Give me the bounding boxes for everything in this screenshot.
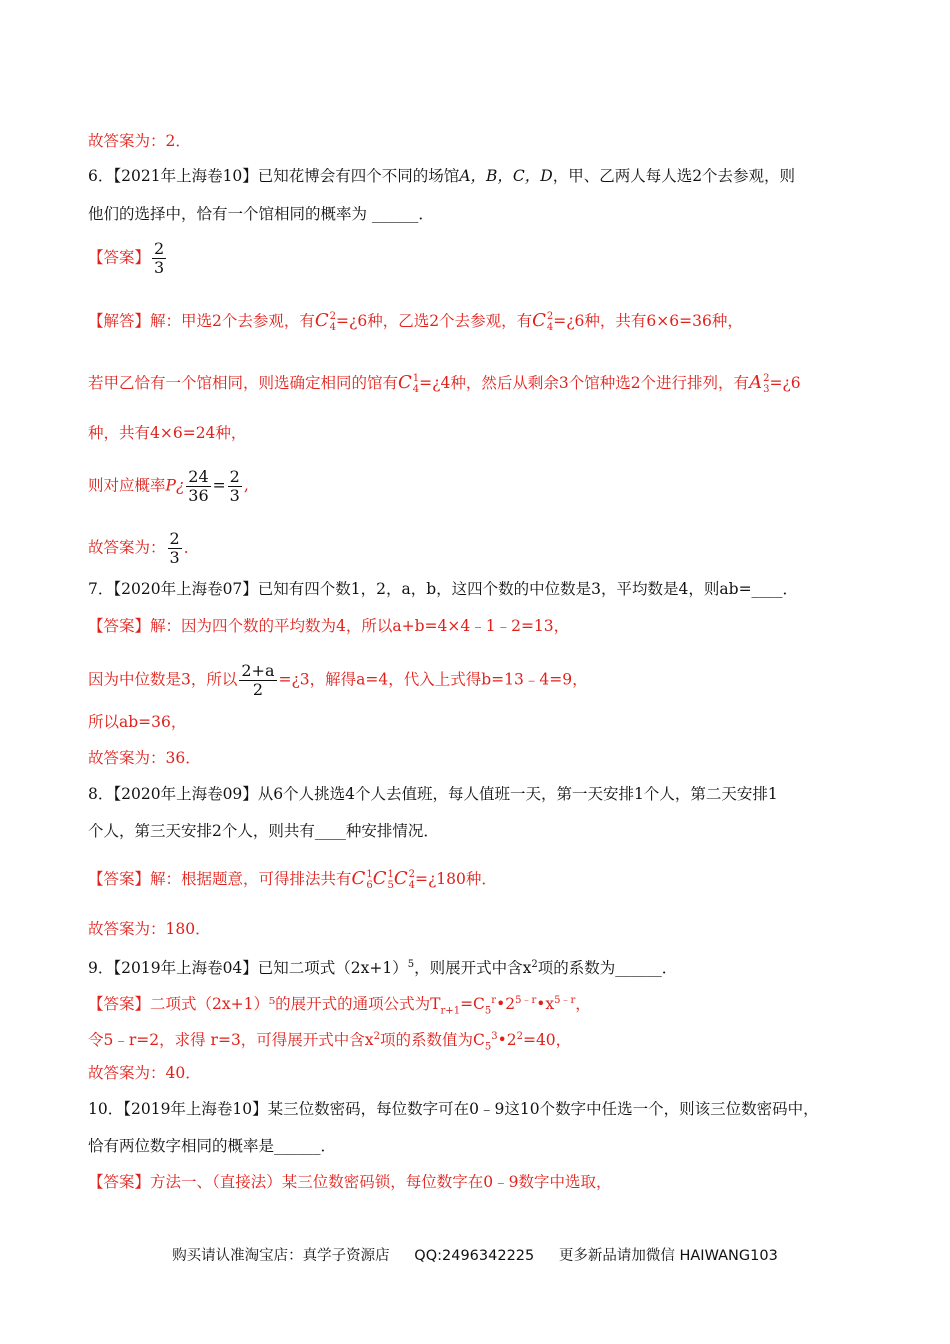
q8-stem-line2: 个人，第三天安排2个人，则共有____种安排情况． — [88, 822, 439, 840]
page-footer — [0, 1244, 950, 1265]
q7-answer-line2: 因为中位数是3，所以 $\frac{2+a}{2}$ =¿3，解得a=4，代入上式得b=13﹣4=9， — [88, 661, 588, 699]
q8-final-answer: 故答案为：180． — [88, 920, 211, 938]
footer-wechat: 更多新品请加微信 HAIWANG103 — [558, 1248, 778, 1264]
fraction-2-plus-a-over-2: $\frac{2+a}{2}$ — [241, 661, 275, 699]
q10-stem-line2: 恰有两位数字相同的概率是______． — [88, 1137, 337, 1155]
combination-product: C 1 6 C 1 5 C 2 4 — [351, 868, 415, 891]
q6-final-answer: 故答案为： $\frac{2}{3}$ ． — [88, 529, 200, 567]
q8-stem-line1: 8．【2020年上海卷09】从6个人挑选4个人去值班，每人值班一天，第一天安排1个人，第二天安排1 — [88, 785, 778, 803]
arrangement-a32: A 2 3 — [749, 372, 770, 395]
q10-answer-line1: 【答案】方法一、（直接法）某三位数密码锁，每位数字在0﹣9数字中选取， — [88, 1173, 612, 1191]
q7-answer-line3: 所以ab=36， — [88, 713, 187, 731]
q9-answer-line1: 【答案】二项式（2x+1）⁵的展开式的通项公式为$T_{r+1}=C_5^r•2^{5﹣r}•x^{5﹣r}$， — [88, 995, 591, 1017]
combination-c42: C 2 4 — [314, 310, 337, 333]
q9-stem: 9．【2019年上海卷04】已知二项式$(2x+1)^5$，则展开式中含$x^2$项的系数为______． — [88, 959, 678, 978]
q10-stem-line1: 10．【2019年上海卷10】某三位数密码，每位数字可在0﹣9这10个数字中任选一个，则该三位数密码中， — [88, 1100, 819, 1118]
q9-final-answer: 故答案为：40． — [88, 1064, 201, 1082]
prev-final-answer: 故答案为：2． — [88, 132, 191, 150]
q7-final-answer: 故答案为：36． — [88, 749, 201, 767]
fraction-24-36: $\frac{24}{36}$ — [188, 467, 209, 505]
q6-final-fraction: $\frac{2}{3}$ — [169, 529, 180, 567]
q6-number: 6． — [88, 167, 114, 185]
q6-stem-line1: 6．【2021年上海卷10】已知花博会有四个不同的场馆A，B，C，D，甲、乙两人每人选2个去参观，则 — [88, 167, 796, 185]
footer-qq: QQ:2496342225 — [414, 1248, 535, 1264]
q8-answer-line1: 【答案】解：根据题意，可得排法共有C 1 6 C 1 5 C 2 4 =¿180种． — [88, 868, 497, 891]
q7-answer-line1: 【答案】解：因为四个数的平均数为4，所以a+b=4×4﹣1﹣2=13， — [88, 617, 570, 635]
q6-tag: 【2021年上海卷10】 — [113, 167, 258, 185]
fraction-2-3: $\frac{2}{3}$ — [229, 467, 240, 505]
combination-c41: C 1 4 — [398, 372, 420, 395]
q6-solution-line1: 【解答】解：甲选2个去参观，有C 2 4 =¿6种，乙选2个去参观，有C 2 4 =¿6种，共有6×6=36种， — [88, 310, 743, 333]
combination-c42-b: C 2 4 — [532, 310, 554, 333]
q6-answer-fraction: $\frac{2}{3}$ — [154, 239, 165, 277]
q9-answer-line2: 令5﹣r=2，求得 r=3，可得展开式中含$x^2$项的系数值为$C_5^3•2^2=40$， — [88, 1031, 572, 1053]
q7-stem: 7．【2020年上海卷07】已知有四个数1，2，a，b，这四个数的中位数是3，平均数是4，则ab=____． — [88, 580, 799, 598]
q6-solution-line4: 则对应概率P¿ $\frac{24}{36}$ = $\frac{2}{3}$ , — [88, 467, 249, 505]
q6-solution-line2: 若甲乙恰有一个馆相同，则选确定相同的馆有C 1 4 =¿4种，然后从剩余3个馆种选2个进行排列，有A 2 3 =¿6 — [88, 372, 801, 395]
q6-stem-line2: 他们的选择中，恰有一个馆相同的概率为 ______． — [88, 205, 434, 223]
footer-shop: 购买请认准淘宝店：真学子资源店 — [172, 1248, 390, 1264]
q6-solution-line3: 种，共有4×6=24种， — [88, 424, 247, 442]
q6-answer: 【答案】 $\frac{2}{3}$ — [88, 239, 165, 277]
